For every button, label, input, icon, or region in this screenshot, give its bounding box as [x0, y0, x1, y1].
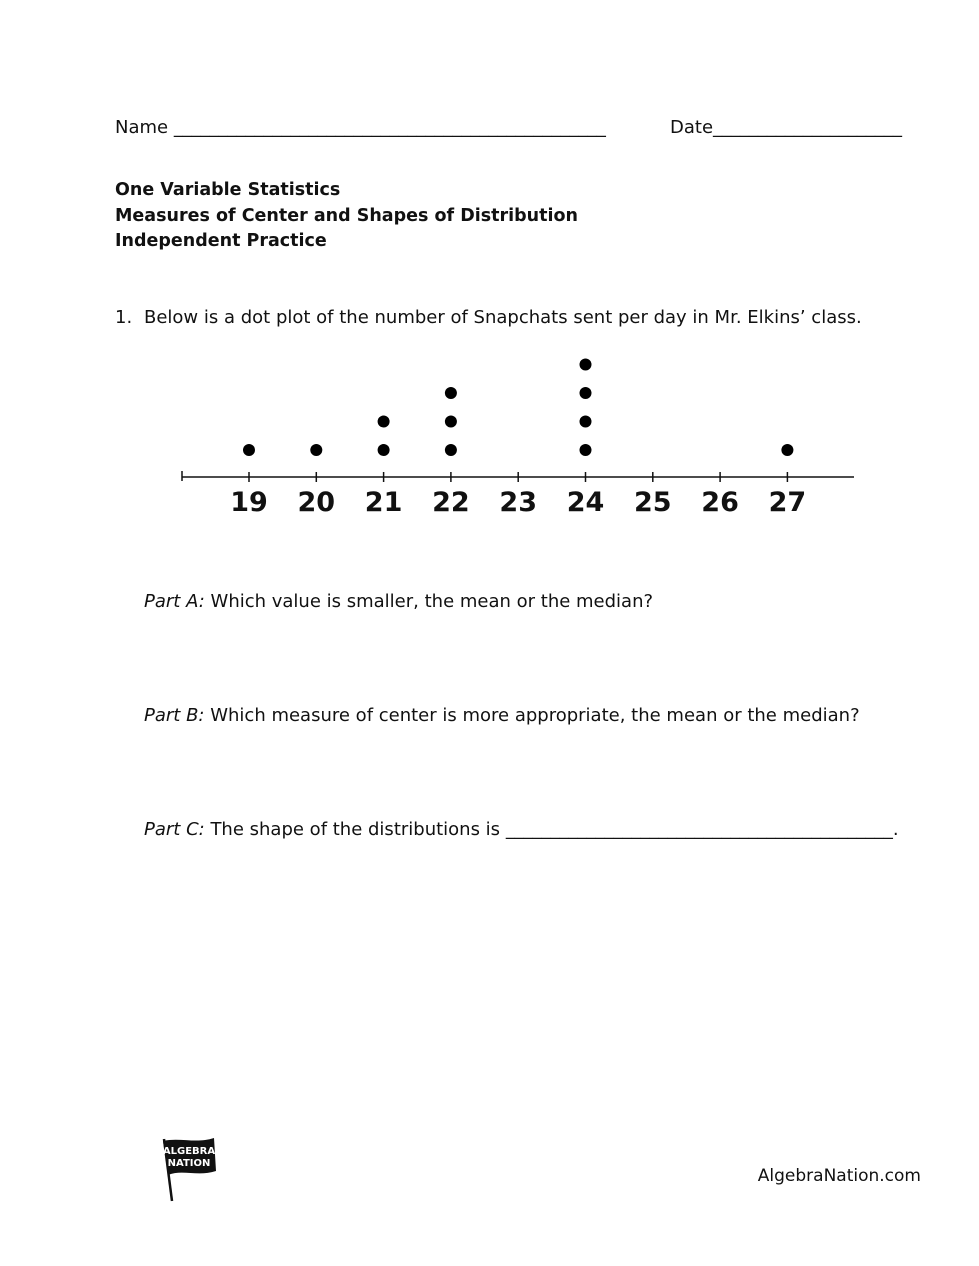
tick-label-23: 23: [499, 487, 537, 518]
tick-label-22: 22: [432, 487, 470, 518]
dot-22-2: [445, 416, 457, 428]
dot-24-3: [580, 387, 592, 399]
dot-21-1: [378, 444, 390, 456]
tick-label-27: 27: [768, 487, 807, 518]
date-field: [670, 117, 902, 138]
dot-21-2: [378, 416, 390, 428]
part-c-blank[interactable]: ___________________________________________.: [505, 819, 899, 840]
part-b-label: Part B:: [144, 705, 205, 726]
footer-url[interactable]: AlgebraNation.com: [757, 1166, 921, 1186]
tick-label-20: 20: [297, 487, 336, 518]
part-c-text: The shape of the distributions is: [210, 819, 501, 840]
part-c: [144, 819, 899, 840]
dot-22-3: [445, 387, 457, 399]
part-a-label: Part A:: [144, 591, 205, 612]
tick-label-24: 24: [566, 487, 605, 518]
name-label: Name: [115, 117, 169, 138]
logo-text-2: NATION: [167, 1158, 211, 1169]
part-a-text: Which value is smaller, the mean or the median?: [210, 591, 654, 612]
dot-24-4: [580, 359, 592, 371]
worksheet-title: [115, 178, 578, 255]
tick-label-19: 19: [230, 487, 268, 518]
dot-22-1: [445, 444, 457, 456]
title-line-1: One Variable Statistics: [115, 180, 341, 200]
dot-plot: [170, 350, 870, 530]
part-b-text: Which measure of center is more appropriate, the mean or the median?: [210, 705, 860, 726]
date-label: Date: [670, 117, 714, 138]
part-b: [144, 705, 860, 726]
title-line-3: Independent Practice: [115, 231, 327, 251]
logo-text-1: ALGEBRA: [162, 1146, 216, 1157]
dot-20-1: [310, 444, 322, 456]
tick-label-25: 25: [634, 487, 672, 518]
part-a: [144, 591, 653, 612]
dot-27-1: [781, 444, 793, 456]
title-line-2: Measures of Center and Shapes of Distribution: [115, 205, 578, 226]
tick-label-21: 21: [364, 487, 403, 518]
dot-19-1: [243, 444, 255, 456]
algebra-nation-logo: [158, 1135, 220, 1205]
question-text: Below is a dot plot of the number of Snapchats sent per day in Mr. Elkins’ class.: [144, 307, 862, 328]
part-c-label: Part C:: [144, 819, 205, 840]
question-number: 1.: [115, 307, 133, 328]
name-field: [115, 117, 606, 138]
dot-24-2: [580, 416, 592, 428]
question-1: [115, 307, 862, 328]
name-blank[interactable]: ________________________________________________: [173, 117, 606, 138]
tick-label-26: 26: [701, 487, 739, 518]
dot-24-1: [580, 444, 592, 456]
date-blank[interactable]: _____________________: [713, 117, 903, 138]
